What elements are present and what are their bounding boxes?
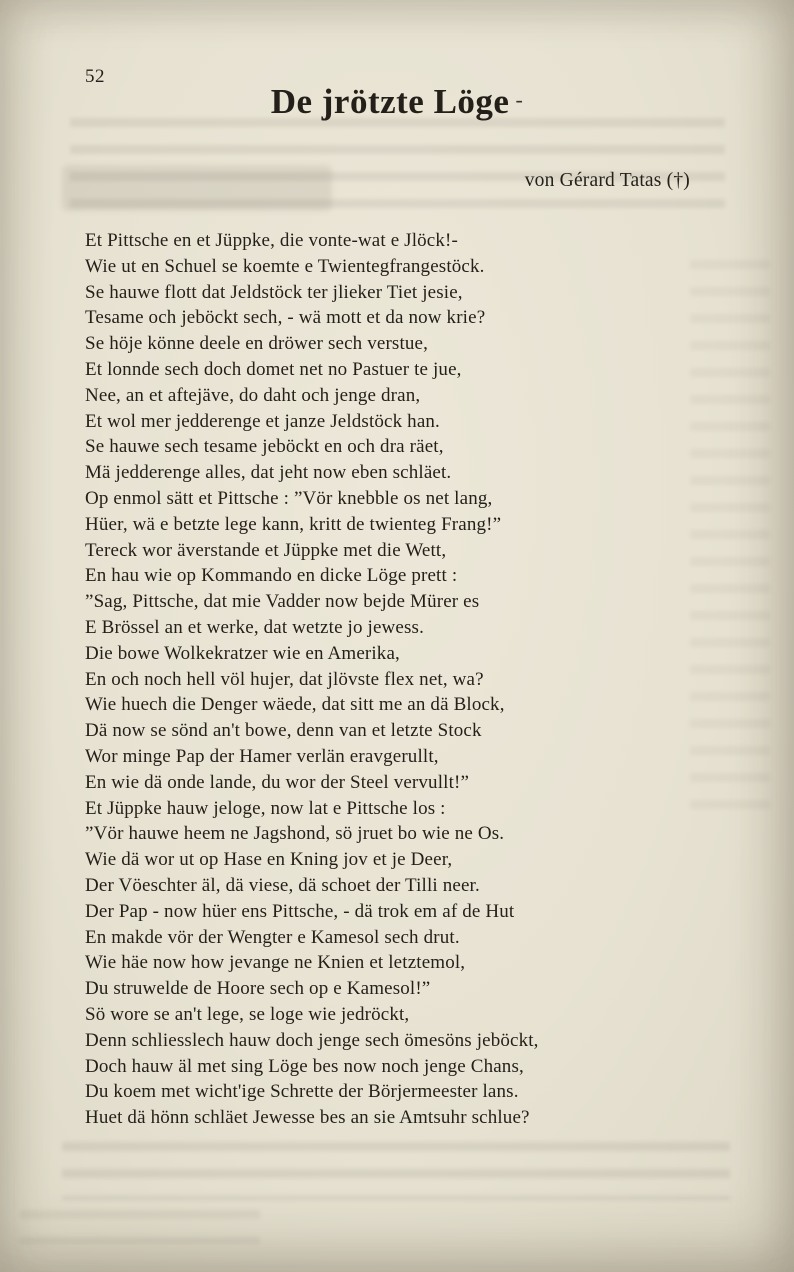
poem-line: Se hauwe flott dat Jeldstöck ter jlieker Tiet jesie,	[85, 281, 463, 303]
poem-line: Doch hauw äl met sing Löge bes now noch jenge Chans,	[85, 1055, 524, 1077]
poem-line: En hau wie op Kommando en dicke Löge prett :	[85, 565, 458, 587]
poem-line: En makde vör der Wengter e Kamesol sech drut.	[85, 926, 460, 948]
poem-line: Du koem met wicht'ige Schrette der Börjermeester lans.	[85, 1081, 519, 1103]
bleedthrough-artifact	[20, 1210, 260, 1244]
poem-line: E Brössel an et werke, dat wetzte jo jewess.	[85, 616, 424, 638]
poem-line: En och noch hell völ hujer, dat jlövste flex net, wa?	[85, 668, 484, 690]
byline: von Gérard Tatas (†)	[524, 170, 690, 191]
poem-line: Et lonnde sech doch domet net no Pastuer te jue,	[85, 358, 462, 380]
poem-line: Et Pittsche en et Jüppke, die vonte-wat e Jlöck!-	[85, 230, 458, 251]
title-row	[0, 82, 794, 122]
title-trailing-mark: -	[515, 87, 524, 112]
poem-line: Op enmol sätt et Pittsche : ”Vör knebble os net lang,	[85, 487, 493, 509]
poem-line: Tereck wor äverstande et Jüppke met die Wett,	[85, 539, 447, 561]
poem-line: Hüer, wä e betzte lege kann, kritt de twienteg Frang!”	[85, 513, 502, 535]
poem-line: Se höje könne deele en dröwer sech verstue,	[85, 333, 429, 355]
poem-line: Mä jedderenge alles, dat jeht now eben schläet.	[85, 462, 452, 484]
poem-line: Wor minge Pap der Hamer verlän eravgerullt,	[85, 745, 439, 767]
page-title: De jrötzte Löge	[270, 82, 510, 121]
poem-line: Tesame och jeböckt sech, - wä mott et da now krie?	[85, 307, 486, 329]
poem-line: Wie ut en Schuel se koemte e Twientegfrangestöck.	[85, 255, 485, 277]
poem-line: Denn schliesslech hauw doch jenge sech ömesöns jeböckt,	[85, 1029, 539, 1051]
poem-line: Dä now se sönd an't bowe, denn van et letzte Stock	[85, 720, 482, 742]
poem-line: Sö wore se an't lege, se loge wie jedröckt,	[85, 1003, 410, 1025]
poem-line: Huet dä hönn schläet Jewesse bes an sie Amtsuhr schlue?	[85, 1107, 530, 1129]
poem-line: Nee, an et aftejäve, do daht och jenge dran,	[85, 384, 421, 406]
poem-line: En wie dä onde lande, du wor der Steel vervullt!”	[85, 771, 470, 793]
poem-line: ”Sag, Pittsche, dat mie Vadder now bejde Mürer es	[85, 591, 480, 613]
poem-line: Wie huech die Denger wäede, dat sitt me an dä Block,	[85, 694, 505, 716]
bleedthrough-artifact	[70, 118, 725, 218]
bleedthrough-artifact	[62, 1142, 730, 1200]
page-number: 52	[85, 66, 105, 87]
poem-line: Et wol mer jedderenge et janze Jeldstöck han.	[85, 410, 440, 432]
poem-body	[85, 228, 715, 1131]
poem-line: Wie häe now how jevange ne Knien et letztemol,	[85, 952, 466, 974]
bleedthrough-artifact	[62, 165, 332, 211]
poem-line: Et Jüppke hauw jeloge, now lat e Pittsche los :	[85, 797, 446, 819]
poem-line: Der Pap - now hüer ens Pittsche, - dä trok em af de Hut	[85, 900, 515, 922]
poem-line: Die bowe Wolkekratzer wie en Amerika,	[85, 642, 400, 664]
poem-line: Der Vöeschter äl, dä viese, dä schoet der Tilli neer.	[85, 874, 480, 896]
poem-line: Du struwelde de Hoore sech op e Kamesol!”	[85, 978, 431, 1000]
poem-line: Se hauwe sech tesame jeböckt en och dra räet,	[85, 436, 444, 458]
poem-line: ”Vör hauwe heem ne Jagshond, sö jruet bo wie ne Os.	[85, 823, 505, 845]
poem-line: Wie dä wor ut op Hase en Kning jov et je Deer,	[85, 849, 453, 871]
